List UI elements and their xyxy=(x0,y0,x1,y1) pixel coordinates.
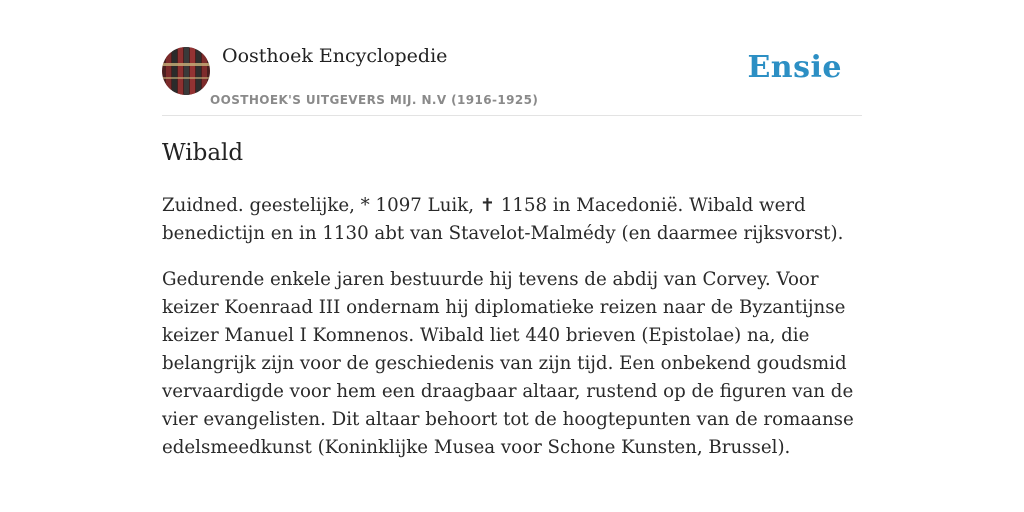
article-paragraph: Gedurende enkele jaren bestuurde hij tevens de abdij van Corvey. Voor keizer Koenraad III ondernam hij diplomatieke reizen naar de Byzantijnse keizer Manuel I Komnenos. Wibald liet 440 brieven (Epistolae) na, die belangrijk zijn voor de geschiedenis van zijn tijd. Een onbekend goudsmid vervaardigde voor hem een draagbaar altaar, rustend op de figuren van de vier evangelisten. Dit altaar behoort tot de hoogtepunten van de romaanse edelsmeedkunst (Koninklijke Musea voor Schone Kunsten, Brussel). xyxy=(162,269,854,458)
article-paragraph: Zuidned. geestelijke, * 1097 Luik, ✝ 1158 in Macedonië. Wibald werd benedictijn en in 1130 abt van Stavelot-Malmédy (en daarmee rijksvorst). xyxy=(162,195,844,244)
book-spines-icon[interactable] xyxy=(162,47,210,95)
source-title[interactable]: Oosthoek Encyclopedie xyxy=(222,45,448,67)
article-body xyxy=(162,192,862,480)
ensie-logo[interactable]: Ensie xyxy=(747,50,842,85)
source-subtitle: OOSTHOEK'S UITGEVERS MIJ. N.V (1916-1925) xyxy=(210,93,539,107)
article-title: Wibald xyxy=(162,140,244,166)
page xyxy=(162,0,862,458)
source-header xyxy=(162,0,862,116)
